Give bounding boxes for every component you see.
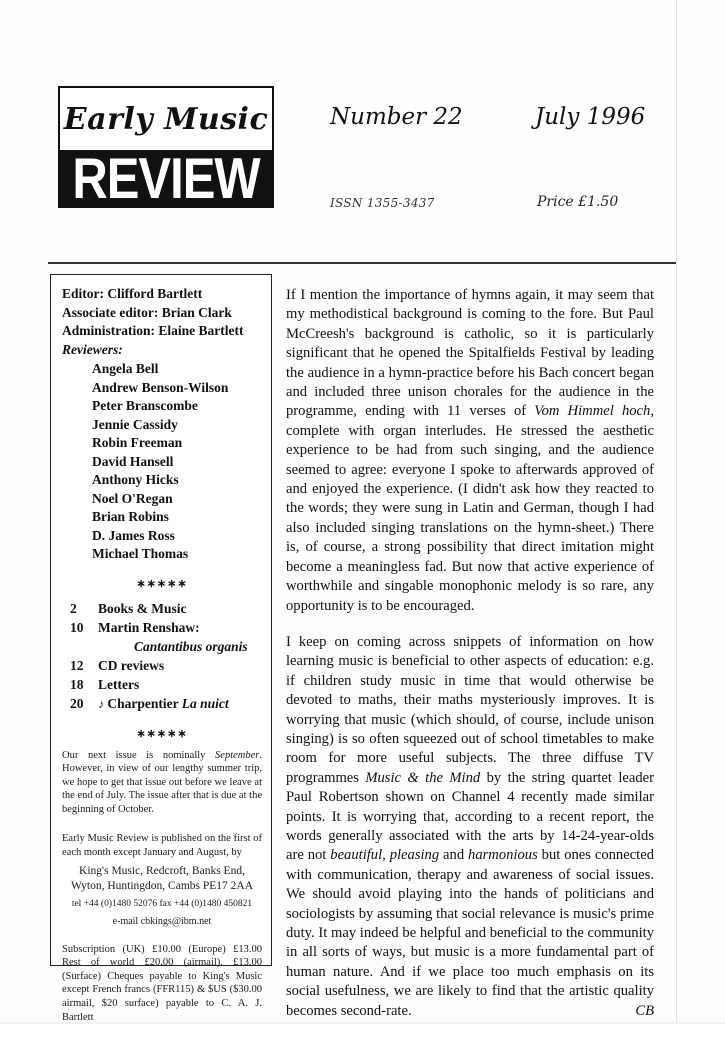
contents-item-title: CD reviews bbox=[98, 657, 165, 673]
reviewers-label: Reviewers: bbox=[62, 341, 123, 357]
para2-italic-words-2: harmonious bbox=[468, 847, 538, 864]
author-signature: CB bbox=[635, 1002, 654, 1019]
para2-italic-words-1: beautiful, pleasing bbox=[330, 847, 440, 864]
para2-part-a: I keep on coming across snippets of information on how learning music is beneficial to other aspects of education: e.g. if children study music in time that would otherwise be devoted to maths, their maths mysteriously improves. It is worrying that music (which should, of course, include unison singing) is so often squeezed out of school timetables to make room for more useful subjects. The three diffuse TV programmes bbox=[286, 633, 654, 786]
reviewer-name: Brian Robins bbox=[92, 509, 169, 524]
header-divider-rule bbox=[48, 262, 676, 264]
issn-text: ISSN 1355-3437 bbox=[330, 196, 435, 210]
contents-item-title-text: Charpentier La nuict bbox=[104, 695, 229, 711]
star-separator-bottom: ∗∗∗∗∗ bbox=[136, 727, 188, 740]
para1-part-a: If I mention the importance of hymns again, it may seem that my methodistical background is coming to the fore. But Paul McCreesh's background is catholic, so it is particularly significant that he opened the Spitalfields Festival by leading the audience in a hymn-practice before his Bach concert began and included three unison chorales for the audience in the programme, ending with 11 verses of bbox=[286, 287, 654, 420]
reviewer-name: Michael Thomas bbox=[92, 546, 189, 561]
credit-administration: Administration: Elaine Bartlett bbox=[62, 323, 244, 338]
editorial-paragraph-2 bbox=[286, 633, 654, 1021]
publisher-address: King's Music, Redcroft, Banks End, Wyton, Huntingdon, Cambs PE17 2AA bbox=[70, 864, 254, 892]
reviewer-name: Robin Freeman bbox=[92, 435, 183, 450]
reviewer-name: Noel O'Regan bbox=[92, 490, 173, 506]
next-issue-note-pre: Our next issue is nominally bbox=[62, 749, 216, 761]
contents-list bbox=[62, 599, 262, 714]
music-note-icon: ♪ bbox=[98, 696, 104, 711]
masthead-logo bbox=[58, 86, 274, 208]
masthead-sidebar-box bbox=[50, 274, 272, 1023]
issue-date: July 1996 bbox=[535, 104, 646, 130]
contents-item[interactable] bbox=[64, 599, 262, 618]
para1-part-b: , complete with organ interludes. He stressed the aesthetic experience to be had from such singing, and the audience seemed to agree: everyone I spoke to afterwards approved of and enjoyed the experience. (I didn't ask how they reacted to the words; they were sung in Latin and German, though I had also included singing translations on the hymn-sheet.) There is, of course, a strong possibility that direct imitation might become a meaningless fad. But now that active experience of worthwhile and singable monophonic melody is so rare, any opportunity is to be encouraged. bbox=[286, 403, 654, 614]
masthead-title-box bbox=[58, 86, 274, 150]
issue-number: Number 22 bbox=[330, 104, 463, 130]
credit-editor: Editor: Clifford Bartlett bbox=[62, 286, 203, 301]
reviewers-list bbox=[62, 360, 262, 564]
contents-page-number: 20 bbox=[70, 695, 84, 711]
contents-page-number: 10 bbox=[70, 619, 84, 635]
para1-italic-title: Vom Himmel hoch bbox=[534, 403, 651, 420]
reviewer-name: Andrew Benson-Wilson bbox=[92, 379, 229, 395]
credit-associate-editor: Associate editor: Brian Clark bbox=[62, 304, 232, 320]
publisher-email[interactable]: e-mail cbkings@ibm.net bbox=[112, 915, 212, 927]
next-issue-note bbox=[62, 749, 262, 817]
reviewer-name: Peter Branscombe bbox=[92, 398, 198, 413]
contents-page-number: 2 bbox=[70, 600, 77, 616]
reviewer-name: Angela Bell bbox=[92, 361, 159, 376]
next-issue-note-post: . However, in view of our lengthy summer trip, we hope to get that issue out before we leave at the end of July. The issue after that is due at the beginning of October. bbox=[62, 749, 262, 815]
reviewer-name: David Hansell bbox=[92, 453, 174, 469]
contents-item[interactable] bbox=[64, 694, 262, 714]
next-issue-month: September bbox=[215, 749, 260, 761]
contents-item[interactable] bbox=[64, 656, 262, 675]
para2-part-b: by the string quartet leader Paul Robertson shown on Channel 4 recently made similar points. It is worrying that, according to a recent report, the words generally associated with the arts by 14-24-year-olds are not bbox=[286, 769, 654, 864]
reviewer-name: D. James Ross bbox=[92, 527, 175, 543]
contents-item[interactable] bbox=[64, 618, 262, 637]
journal-title-script: Early Music bbox=[63, 101, 269, 137]
star-separator-top: ∗∗∗∗∗ bbox=[136, 577, 188, 590]
contents-item-title bbox=[98, 694, 262, 714]
scan-edge bbox=[676, 0, 677, 1024]
publisher-contact: tel +44 (0)1480 52076 fax +44 (0)1480 450821 bbox=[71, 898, 253, 909]
subscription-info: Subscription (UK) £10.00 (Europe) £13.00 Rest of world £20.00 (airmail), £13.00 (Surface) Cheques payable to King's Music except French francs (FFR115) & $US ($30.00 airmail, $20 surface) payable to C. A. J. Bartlett bbox=[62, 943, 262, 1023]
para2-italic-programme: Music & the Mind bbox=[365, 769, 481, 786]
contents-item-title: Books & Music bbox=[98, 600, 187, 616]
publication-statement: Early Music Review is published on the first of each month except January and August, by bbox=[62, 833, 262, 859]
journal-title-review: REVIEW bbox=[72, 150, 260, 208]
para2-part-d: but ones connected with communication, therapy and awareness of social issues. We should avoid playing into the hands of politicians and sociologists by assuming that social relevance is music's prime duty. It may indeed be helpful and beneficial to the community in all sorts of ways, but music is a more fundamental part of human nature. And if we place too much emphasis on its social usefulness, we are likely to find that the artistic quality becomes second-rate. bbox=[286, 847, 655, 1019]
contents-item-title: Martin Renshaw: bbox=[98, 619, 200, 635]
contents-item-title: Letters bbox=[98, 676, 140, 692]
contents-item-subtitle: Cantantibus organis bbox=[134, 638, 248, 654]
contents-page-number: 18 bbox=[70, 676, 84, 692]
masthead-review-box bbox=[58, 150, 274, 208]
contents-item[interactable] bbox=[64, 675, 262, 694]
reviewer-name: Anthony Hicks bbox=[92, 472, 179, 487]
reviewer-name: Jennie Cassidy bbox=[92, 416, 178, 432]
price-text: Price £1.50 bbox=[537, 194, 619, 210]
para2-part-c: and bbox=[439, 847, 469, 864]
contents-page-number: 12 bbox=[70, 657, 84, 673]
editorial-paragraph-1 bbox=[286, 286, 654, 616]
editorial-article bbox=[286, 286, 654, 1038]
